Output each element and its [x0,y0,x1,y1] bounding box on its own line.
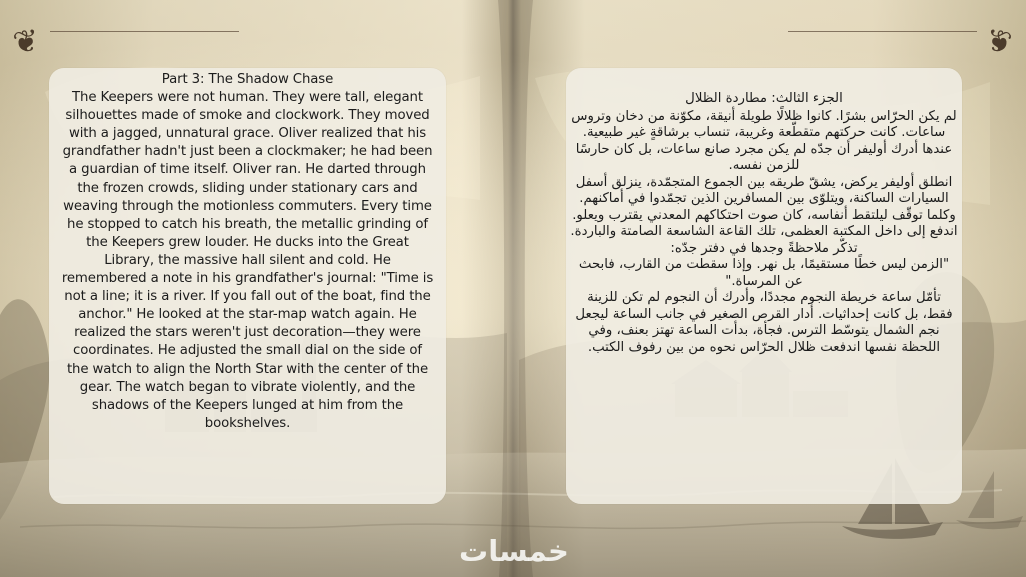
arabic-quote-paragraph: "الزمن ليس خطًا مستقيمًا، بل نهر. وإذا سقطت من القارب، فابحث عن المرساة." [578,257,950,289]
english-chapter-title: Part 3: The Shadow Chase [161,72,334,87]
khamsat-watermark: خمسات [459,534,569,568]
right-corner-flourish-icon: ❦ [983,22,1015,62]
arabic-paragraph: انطلق أوليفر يركض، يشقّ طريقه بين الجموع المتجمّدة، ينزلق أسفل السيارات الساكنة، ويتلوّى بين المسافرين الذين تجمّدوا في أماكنهم. وكلما توقّف ليلتقط أنفاسه، كان صوت احتكاكهم المعدني يقترب ويعلو. [572,174,956,223]
arabic-paragraph: تأمّل ساعة خريطة النجوم مجددًا، وأدرك أن النجوم لم تكن للزينة فقط، بل كانت إحداثيات. أدار القرص الصغير في جانب الساعة ليجعل نجم الشمال يتوسّط الترس. فجأة، بدأت الساعة تهتز بعنف، وفي اللحظة نفسها اندفعت ظلال الحرّاس نحوه من بين رفوف الكتب. [575,290,953,355]
left-top-rule [50,31,239,32]
left-corner-flourish-icon: ❦ [10,22,42,62]
arabic-story-panel [566,68,962,504]
right-top-rule [788,31,977,32]
arabic-paragraph: لم يكن الحرّاس بشرًا. كانوا ظلالًا طويلة أنيقة، مكوّنة من دخان وتروس ساعات. كانت حركتهم متقطّعة وغريبة، تنساب برشاقةٍ غير طبيعية. عندها أدرك أوليفر أن جدّه لم يكن مجرد صانع ساعات، بل كان حارسًا للزمن نفسه. [571,108,957,173]
english-story-panel [49,68,446,504]
arabic-chapter-title: الجزء الثالث: مطاردة الظلال [685,91,843,106]
arabic-paragraph: اندفع إلى داخل المكتبة العظمى، تلك القاعة الشاسعة الصامتة والباردة. تذكّر ملاحظةً وجدها في دفتر جدّه: [570,224,958,256]
english-story-body: The Keepers were not human. They were tall, elegant silhouettes made of smoke and clockwork. They moved with a jagged, unnatural grace. Oliver realized that his grandfather hadn't just been a clockmaker; he had been a guardian of time itself. Oliver ran. He darted through the frozen crowds, sliding under stationary cars and weaving through the motionless commuters. Every time he stopped to catch his breath, the metallic grinding of the Keepers grew louder. He ducks into the Great Library, the massive hall silent and cold. He remembered a note in his grandfather's journal: "Time is not a line; it is a river. If you fall out of the boat, find the anchor." He looked at the star-map watch again. He realized the stars weren't just decoration—they were coordinates. He adjusted the small dial on the side of the watch to align the North Star with the center of the gear. The watch began to vibrate violently, and the shadows of the Keepers lunged at him from the bookshelves. [61,90,434,431]
